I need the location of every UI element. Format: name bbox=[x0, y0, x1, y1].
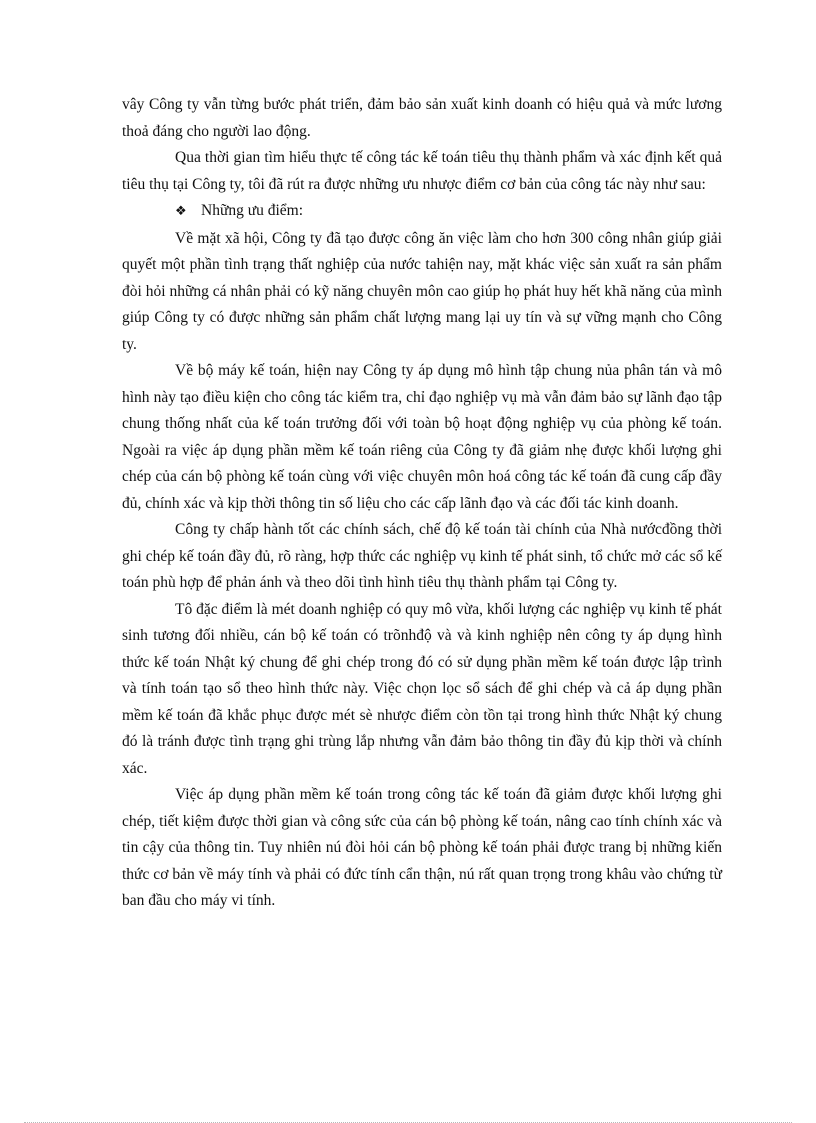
paragraph-accounting-structure: Về bộ máy kế toán, hiện nay Công ty áp dụng mô hình tập chung nủa phân tán và mô hình này tạo điều kiện cho công tác kiểm tra, chỉ đạo nghiệp vụ mà vẫn đảm bảo sự lãnh đạo tập chung thống nhất của kế toán trưởng đối với toàn bộ hoạt động nghiệp vụ của phòng kế toán. Ngoài ra việc áp dụng phần mềm kế toán riêng của Công ty đã giảm nhẹ được khối lượng ghi chép của cán bộ phòng kế toán cùng với việc chuyên môn hoá công tác kế toán đã cung cấp đầy đủ, chính xác và kịp thời thông tin số liệu cho các cấp lãnh đạo và các đối tác kinh doanh. bbox=[122, 362, 722, 512]
paragraph-software: Việc áp dụng phần mềm kế toán trong công tác kế toán đã giảm được khối lượng ghi chép, tiết kiệm được thời gian và công sức của cán bộ phòng kế toán, nâng cao tính chính xác và tin cậy của thông tin. Tuy nhiên nú đòi hỏi cán bộ phòng kế toán phải được trang bị những kiến thức cơ bản về máy tính và phải có đức tính cẩn thận, nú rất quan trọng trong khâu vào chứng từ ban đầu cho máy vi tính. bbox=[122, 786, 722, 909]
document-body bbox=[122, 92, 722, 915]
diamond-bullet-icon: ❖ bbox=[175, 204, 187, 219]
paragraph-social: Về mặt xã hội, Công ty đã tạo được công ăn việc làm cho hơn 300 công nhân giúp giải quyết một phần tình trạng thất nghiệp của nước tahiện nay, mặt khác việc sản xuất ra sản phẩm đòi hỏi những cá nhân phải có kỹ năng chuyên môn cao giúp họ phát huy hết khã năng của mình giúp Công ty có được những sản phẩm chất lượng mang lại uy tín và sự vững mạnh cho Công ty. bbox=[122, 229, 722, 353]
bullet-heading-text: Những ưu điểm: bbox=[201, 202, 304, 219]
paragraph-intro: Qua thời gian tìm hiểu thực tế công tác kế toán tiêu thụ thành phẩm và xác định kết quả tiêu thụ tại Công ty, tôi đã rút ra được những ưu nhược điểm cơ bản của công tác này như sau: bbox=[122, 149, 722, 193]
paragraph-compliance: Công ty chấp hành tốt các chính sách, chế độ kế toán tài chính của Nhà nướcđồng thời ghi chép kế toán đầy đủ, rõ ràng, hợp thức các nghiệp vụ kinh tế phát sinh, tổ chức mở các sổ kế toán phù hợp để phản ánh và theo dõi tình hình tiêu thụ thành phẩm tại Công ty. bbox=[122, 521, 722, 591]
paragraph-continuation: vây Công ty vẫn từng bước phát triển, đảm bảo sản xuất kinh doanh có hiệu quả và mức lương thoả đáng cho người lao động. bbox=[122, 96, 722, 140]
bullet-heading bbox=[122, 198, 722, 226]
paragraph-journal-form: Tô đặc điểm là mét doanh nghiệp có quy mô vừa, khối lượng các nghiệp vụ kinh tế phát sinh tương đối nhiều, cán bộ kế toán có trõnhđộ và và kinh nghiệp nên công ty áp dụng hình thức kế toán Nhật ký chung để ghi chép trong đó có sử dụng phần mềm kế toán được lập trình và tính toán tạo sổ theo hình thức này. Việc chọn lọc sổ sách để ghi chép và cả áp dụng phần mềm kế toán đã khắc phục được mét sè nhược điểm còn tồn tại trong hình thức Nhật ký chung đó là tránh được tình trạng ghi trùng lắp nhưng vẫn đảm bảo thông tin đầy đủ kịp thời và chính xác. bbox=[122, 600, 722, 777]
